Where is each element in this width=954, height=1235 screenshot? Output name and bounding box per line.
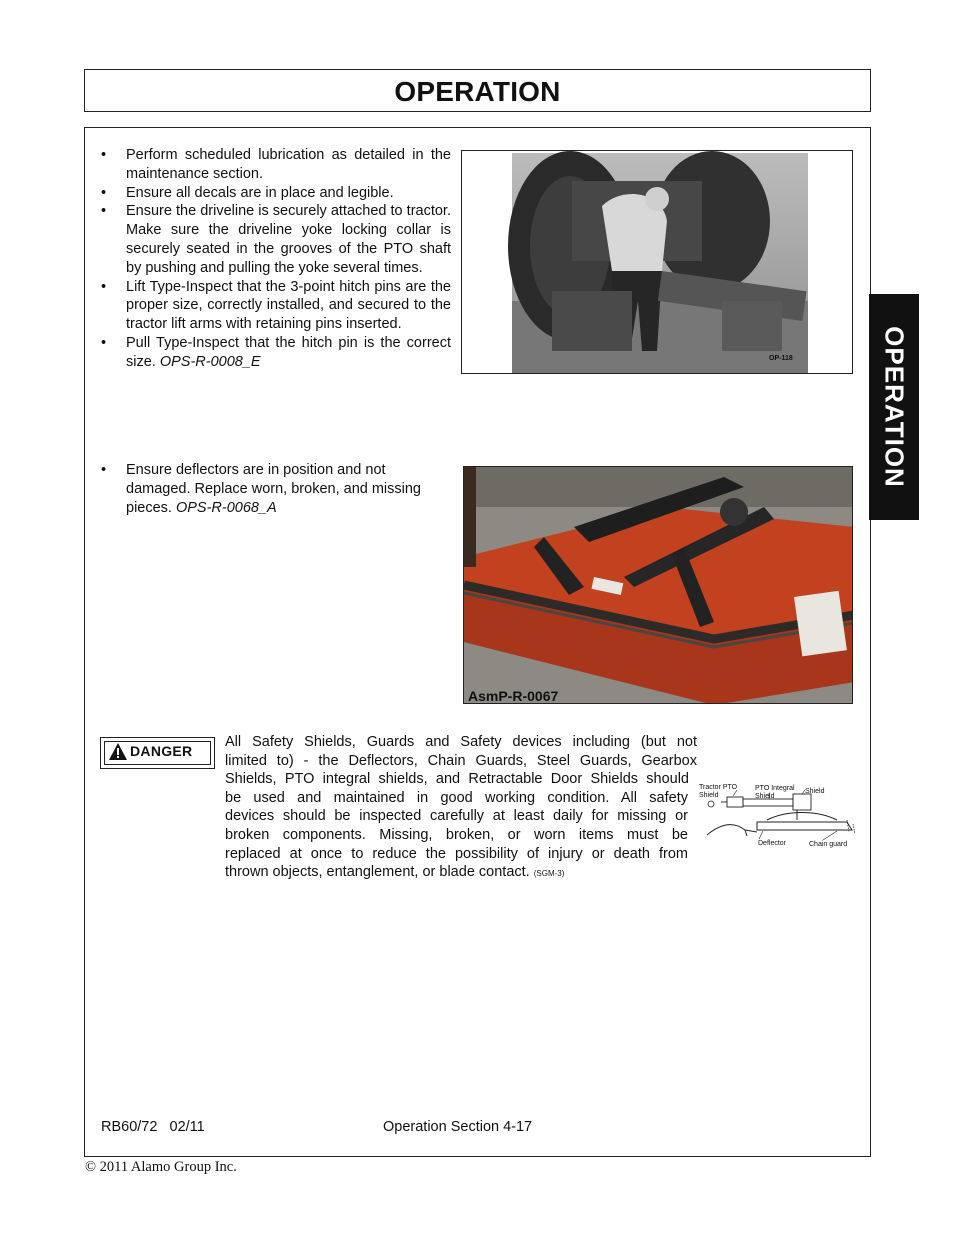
danger-line: be used and maintained in good working condition. All safety: [225, 789, 688, 806]
diagram-label-deflector: Deflector: [758, 840, 787, 847]
photo-caption: OP-118: [769, 355, 793, 362]
footer-model-date: RB60/72 02/11: [101, 1119, 205, 1135]
list-item: • Lift Type-Inspect that the 3-point hitch pins are the proper size, correctly installed, and secured to the tractor lift arms with retaining pins inserted.: [99, 278, 451, 334]
warning-triangle-icon: [108, 742, 128, 761]
safety-code: (SGM-3): [533, 869, 565, 879]
header-box: [84, 69, 871, 112]
danger-line: thrown objects, entanglement, or blade contact. (SGM-3): [225, 864, 565, 881]
diagram-label-tractor-pto-shield: Tractor PTO Shield: [699, 784, 738, 799]
section-side-tab: [869, 294, 919, 520]
list-item: • Ensure all decals are in place and legible.: [99, 184, 451, 203]
list-item: • Perform scheduled lubrication as detailed in the maintenance section.: [99, 146, 451, 184]
danger-label: DANGER: [130, 743, 193, 759]
shield-diagram: [697, 780, 857, 852]
mower-deck-image: [464, 467, 853, 704]
diagram-label-chain-guard: Chain guard: [809, 841, 848, 848]
danger-line: devices should be inspected carefully at least daily for missing or: [225, 808, 688, 825]
side-tab-label: OPERATION: [879, 326, 910, 488]
mower-deck-photo: [463, 466, 853, 704]
diagram-label-pto-integral-shield: PTO Integral Shield: [755, 785, 795, 800]
list-item: • Pull Type-Inspect that the hitch pin is the correct size. OPS-R-0008_E: [99, 334, 451, 372]
danger-line: All Safety Shields, Guards and Safety devices including (but not: [225, 734, 697, 750]
diagram-label-shield: Shield: [805, 788, 825, 795]
deflector-checklist: [99, 461, 451, 517]
danger-line: replaced at once to reduce the possibility of injury or death from: [225, 845, 688, 862]
tractor-hitch-photo: [461, 150, 853, 374]
reference-code: OPS-R-0068_A: [175, 499, 277, 516]
inspection-checklist: [99, 146, 451, 372]
reference-code: OPS-R-0008_E: [159, 353, 261, 370]
copyright-notice: © 2011 Alamo Group Inc.: [85, 1159, 237, 1175]
footer-page-number: Operation Section 4-17: [383, 1119, 533, 1135]
danger-badge: [100, 737, 215, 769]
tractor-hitch-image: [462, 151, 853, 374]
list-item: • Ensure deflectors are in position and not damaged. Replace worn, broken, and missing pieces. OPS-R-0068_A: [99, 461, 451, 517]
danger-line: Shields, PTO integral shields, and Retractable Door Shields should: [225, 771, 689, 788]
danger-message: [225, 733, 697, 884]
danger-line: broken components. Missing, broken, or worn items must be: [225, 826, 688, 843]
photo-caption: AsmP-R-0067: [468, 688, 559, 704]
list-item: • Ensure the driveline is securely attached to tractor. Make sure the driveline yoke locking collar is securely seated in the grooves of the PTO shaft by pushing and pulling the yoke several times.: [99, 202, 451, 277]
danger-line: limited to) - the Deflectors, Chain Guards, Steel Guards, Gearbox: [225, 752, 697, 769]
page-title: OPERATION: [394, 76, 561, 107]
